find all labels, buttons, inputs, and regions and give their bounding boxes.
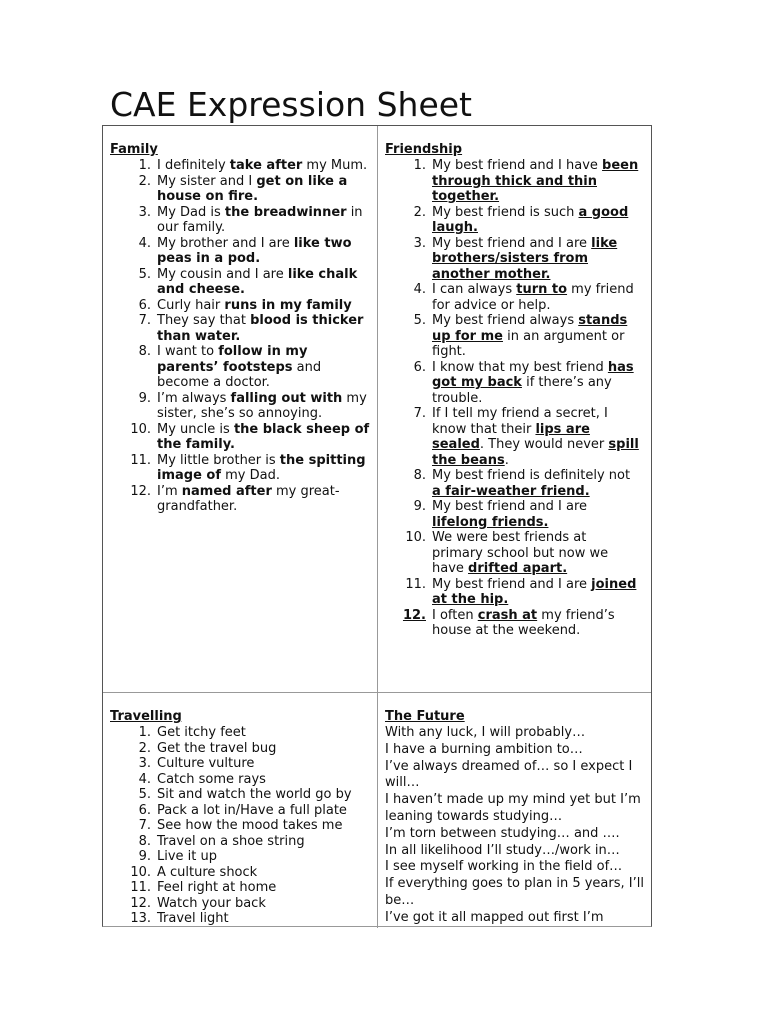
travelling-heading: Travelling — [110, 709, 182, 724]
list-item — [110, 298, 371, 314]
text-fragment: my friend’s house at the weekend. — [432, 607, 615, 638]
list-item — [110, 174, 371, 205]
text-fragment: My little brother is — [157, 452, 280, 468]
item-number: 4. — [413, 282, 426, 297]
friendship-heading: Friendship — [385, 142, 463, 157]
text-fragment: My best friend and I have — [432, 158, 603, 173]
item-text: Catch some rays — [157, 771, 266, 787]
item-text: Get the travel bug — [157, 740, 277, 756]
expression-phrase: the breadwinner — [224, 204, 347, 220]
friendship-section — [377, 126, 651, 692]
list-item — [110, 313, 371, 344]
item-number: 11. — [130, 452, 151, 468]
list-item — [385, 577, 645, 608]
text-fragment: My best friend always — [432, 313, 579, 328]
list-item — [385, 205, 645, 236]
text-fragment: My best friend is definitely not — [432, 468, 631, 483]
item-text — [432, 468, 645, 499]
text-fragment: I’m always — [157, 390, 231, 406]
item-text — [157, 298, 371, 314]
item-text: See how the mood takes me — [157, 818, 343, 833]
expression-phrase: like chalk and cheese. — [157, 266, 358, 297]
item-text — [432, 499, 645, 530]
expression-phrase: lifelong friends. — [432, 514, 549, 530]
future-heading: The Future — [385, 709, 465, 724]
friendship-list — [385, 158, 645, 639]
text-fragment: I know that my best friend — [432, 359, 608, 375]
text-fragment: My cousin and I are — [157, 266, 288, 282]
item-number: 9. — [413, 499, 426, 514]
expression-phrase: a fair-weather friend. — [432, 483, 590, 499]
item-text — [432, 205, 645, 236]
text-fragment: I want to — [157, 344, 219, 359]
item-text — [432, 577, 645, 608]
item-text — [157, 158, 371, 174]
list-item — [110, 453, 371, 484]
text-fragment: my sister, she’s so annoying. — [157, 390, 367, 421]
text-fragment: my Dad. — [221, 468, 280, 483]
list-item — [110, 725, 371, 741]
list-item — [385, 282, 645, 313]
list-item — [110, 741, 371, 757]
item-text: Watch your back — [157, 895, 266, 911]
expression-phrase: falling out with — [230, 390, 343, 406]
item-text: Feel right at home — [157, 880, 277, 895]
item-number: 3. — [138, 756, 151, 771]
family-section — [103, 126, 377, 692]
text-fragment: I often — [432, 607, 478, 623]
item-number: 13. — [130, 911, 151, 926]
item-number: 12. — [130, 483, 151, 499]
item-text — [432, 406, 645, 468]
item-text — [157, 313, 371, 344]
list-item — [110, 880, 371, 896]
item-text: Sit and watch the world go by — [157, 787, 352, 802]
list-item — [385, 406, 645, 468]
text-fragment: . — [504, 452, 509, 468]
item-text — [157, 484, 371, 515]
item-number: 7. — [138, 818, 151, 833]
expression-phrase: like brothers/sisters from another mother. — [432, 235, 618, 282]
text-fragment: My sister and I — [157, 173, 257, 189]
item-number: 1. — [413, 158, 426, 173]
text-fragment: My uncle is — [157, 421, 234, 437]
item-text — [432, 313, 645, 360]
expression-phrase: a good laugh. — [432, 204, 629, 235]
item-number: 5. — [138, 266, 151, 282]
text-fragment: I can always — [432, 282, 517, 297]
expression-phrase: runs in my family — [224, 297, 352, 313]
family-list — [110, 158, 371, 515]
item-number: 11. — [130, 880, 151, 895]
expression-phrase: the black sheep of the family. — [157, 421, 370, 452]
text-fragment: if there’s any trouble. — [432, 375, 612, 406]
text-fragment: My best friend and I are — [432, 499, 588, 514]
expression-phrase: get on like a house on fire. — [157, 173, 348, 204]
item-text — [432, 608, 645, 639]
item-number: 9. — [138, 849, 151, 864]
expression-phrase: spill the beans — [432, 437, 639, 468]
list-item — [110, 834, 371, 850]
list-item — [110, 865, 371, 881]
item-number: 4. — [138, 235, 151, 251]
item-number: 7. — [413, 406, 426, 421]
item-text: Travel light — [157, 911, 229, 926]
expression-phrase: named after — [181, 483, 272, 499]
future-phrase: With any luck, I will probably… — [385, 725, 586, 740]
expression-phrase: crash at — [477, 607, 538, 623]
expression-phrase: drifted apart. — [468, 561, 568, 576]
expression-phrase: been through thick and thin together. — [432, 158, 639, 204]
page-title: CAE Expression Sheet — [110, 85, 472, 124]
item-number: 8. — [413, 468, 426, 483]
item-number: 3. — [413, 235, 426, 251]
list-item — [110, 787, 371, 803]
list-item — [385, 236, 645, 283]
text-fragment: We were best friends at primary school but now we have — [432, 530, 609, 576]
list-item — [110, 911, 371, 927]
item-text — [157, 174, 371, 205]
list-item — [110, 896, 371, 912]
text-fragment: I definitely — [157, 158, 230, 173]
text-fragment: They say that — [157, 313, 251, 328]
item-number: 9. — [138, 390, 151, 406]
expression-phrase: has got my back — [432, 359, 634, 390]
text-fragment: My best friend is such — [432, 204, 579, 220]
item-text — [432, 236, 645, 283]
list-item — [110, 803, 371, 819]
item-text: Live it up — [157, 849, 218, 864]
future-phrase: I’m torn between studying… and …. — [385, 825, 620, 841]
expression-phrase: lips are sealed — [432, 421, 590, 452]
list-item — [110, 158, 371, 174]
item-text — [432, 158, 645, 205]
list-item — [110, 344, 371, 391]
item-text: A culture shock — [157, 864, 258, 880]
text-fragment: Curly hair — [157, 297, 225, 313]
text-fragment: My brother and I are — [157, 235, 294, 251]
list-item — [110, 422, 371, 453]
future-lines — [385, 725, 645, 927]
future-phrase: If everything goes to plan in 5 years, I’ll be… — [385, 876, 644, 908]
item-number: 1. — [138, 158, 151, 173]
item-number: 10. — [130, 864, 151, 880]
item-number: 5. — [413, 313, 426, 328]
travelling-list — [110, 725, 371, 927]
text-fragment: in an argument or fight. — [432, 328, 625, 359]
future-phrase: In all likelihood I’ll study…/work in… — [385, 842, 620, 858]
item-number: 3. — [138, 204, 151, 220]
expression-table — [102, 125, 652, 927]
item-number: 6. — [413, 359, 426, 375]
list-item — [110, 267, 371, 298]
item-number: 12. — [402, 607, 426, 623]
text-fragment: my friend for advice or help. — [432, 282, 634, 313]
item-number: 1. — [138, 725, 151, 740]
list-item — [385, 530, 645, 577]
text-fragment: in our family. — [157, 204, 363, 235]
list-item — [110, 756, 371, 772]
list-item — [110, 236, 371, 267]
item-number: 7. — [138, 313, 151, 328]
future-phrase: I have a burning ambition to… — [385, 741, 583, 757]
list-item — [110, 391, 371, 422]
list-item — [110, 772, 371, 788]
text-fragment: My best friend and I are — [432, 576, 592, 592]
expression-phrase: stands up for me — [432, 313, 628, 344]
text-fragment: If I tell my friend a secret, I know that their — [432, 406, 608, 437]
travelling-section — [103, 692, 377, 928]
item-number: 6. — [138, 297, 151, 313]
item-number: 2. — [413, 204, 426, 220]
list-item — [110, 818, 371, 834]
expression-phrase: follow in my parents’ footsteps — [157, 344, 308, 375]
expression-phrase: turn to — [516, 282, 568, 297]
expression-phrase: joined at the hip. — [432, 576, 637, 607]
item-number: 8. — [138, 344, 151, 359]
item-number: 2. — [138, 740, 151, 756]
item-text: Pack a lot in/Have a full plate — [157, 802, 347, 818]
future-phrase: I’ve got it all mapped out first I’m — [385, 909, 604, 925]
expression-phrase: the spitting image of — [157, 452, 366, 483]
item-text — [157, 344, 371, 391]
text-fragment: My best friend and I are — [432, 235, 592, 251]
item-number: 10. — [405, 530, 426, 545]
text-fragment: I’m — [157, 483, 182, 499]
item-number: 2. — [138, 173, 151, 189]
item-number: 10. — [130, 421, 151, 437]
text-fragment: My Dad is — [157, 204, 225, 220]
item-number: 4. — [138, 771, 151, 787]
item-text — [432, 282, 645, 313]
list-item — [110, 484, 371, 515]
list-item — [385, 360, 645, 407]
item-number: 11. — [405, 576, 426, 592]
future-phrase: I’ve always dreamed of… so I expect I will… — [385, 758, 633, 791]
future-phrase: I see myself working in the field of… — [385, 859, 623, 875]
expression-phrase: take after — [229, 158, 303, 173]
expression-phrase: blood is thicker than water. — [157, 313, 364, 344]
item-number: 6. — [138, 802, 151, 818]
text-fragment: and become a doctor. — [157, 359, 322, 390]
item-text — [157, 267, 371, 298]
item-text — [157, 422, 371, 453]
future-section — [377, 692, 651, 928]
family-heading: Family — [110, 142, 158, 157]
list-item — [385, 608, 645, 639]
item-text — [432, 530, 645, 577]
item-text: Culture vulture — [157, 756, 255, 771]
list-item — [385, 499, 645, 530]
list-item — [385, 468, 645, 499]
item-number: 8. — [138, 833, 151, 849]
text-fragment: . They would never — [479, 437, 609, 452]
list-item — [110, 205, 371, 236]
item-text: Get itchy feet — [157, 725, 246, 740]
item-text — [157, 205, 371, 236]
text-fragment: my great-grandfather. — [157, 483, 340, 514]
item-text — [157, 453, 371, 484]
item-number: 5. — [138, 787, 151, 802]
item-text: Travel on a shoe string — [157, 833, 305, 849]
list-item — [385, 158, 645, 205]
text-fragment: my Mum. — [302, 158, 368, 173]
item-text — [157, 236, 371, 267]
future-phrase: I haven’t made up my mind yet but I’m leaning towards studying… — [385, 792, 641, 824]
item-text — [157, 391, 371, 422]
expression-phrase: like two peas in a pod. — [157, 235, 352, 266]
item-text — [432, 360, 645, 407]
list-item — [110, 849, 371, 865]
item-number: 12. — [130, 895, 151, 911]
list-item — [385, 313, 645, 360]
